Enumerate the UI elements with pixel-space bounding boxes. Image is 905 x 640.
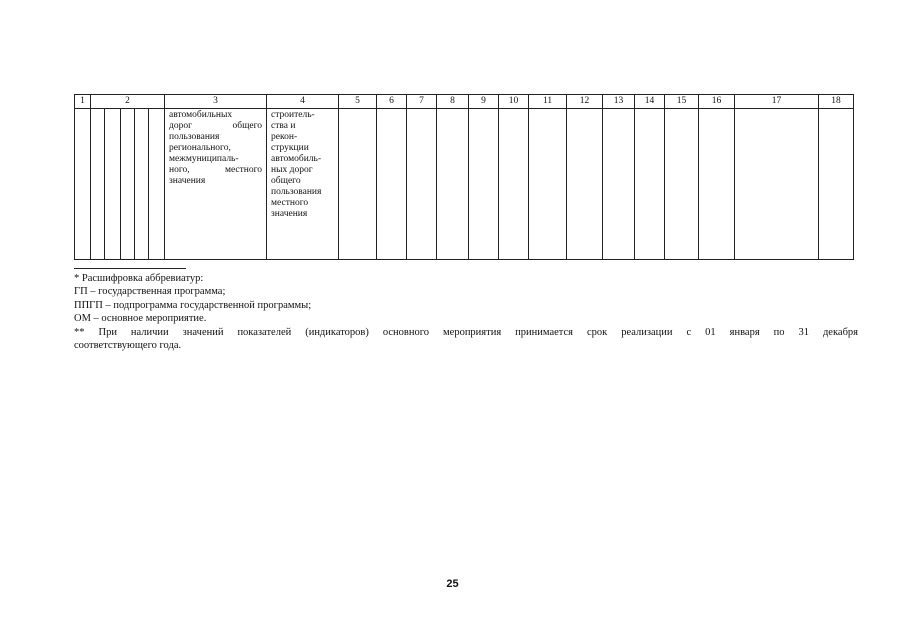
- body-cell-2c: [121, 109, 135, 260]
- col3-line-spread: [169, 165, 262, 176]
- body-cell-14: [635, 109, 665, 260]
- header-cell-15: 15: [665, 95, 699, 109]
- table-row: [75, 109, 854, 260]
- col3-line: пользования: [169, 132, 220, 142]
- header-cell-2: 2: [91, 95, 165, 109]
- header-cell-14: 14: [635, 95, 665, 109]
- body-cell-2b: [105, 109, 121, 260]
- col4-line: струкции: [271, 143, 309, 153]
- body-cell-15: [665, 109, 699, 260]
- col4-line: местного: [271, 198, 309, 208]
- footnote-om: ОМ – основное мероприятие.: [74, 313, 207, 325]
- body-cell-7: [407, 109, 437, 260]
- body-cell-12: [567, 109, 603, 260]
- body-cell-17: [735, 109, 819, 260]
- footnote-separator: [74, 268, 186, 269]
- col4-line: строитель-: [271, 110, 315, 120]
- body-cell-4: [267, 109, 339, 260]
- body-cell-11: [529, 109, 567, 260]
- footnote-gp: ГП – государственная программа;: [74, 286, 226, 298]
- body-cell-13: [603, 109, 635, 260]
- header-cell-8: 8: [437, 95, 469, 109]
- col4-line: ства и: [271, 121, 296, 131]
- col3-line: межмуниципаль-: [169, 154, 239, 164]
- header-cell-6: 6: [377, 95, 407, 109]
- col4-line: общего: [271, 176, 301, 186]
- body-cell-5: [339, 109, 377, 260]
- col3-line: автомобильных: [169, 110, 233, 120]
- header-row: [75, 95, 854, 109]
- col4-line: пользования: [271, 187, 322, 197]
- header-cell-9: 9: [469, 95, 499, 109]
- footnote-deadline-line-1: ** При наличии значений показателей (индикаторов) основного мероприятия принимается срок реализации с 01 января по 31 декабря: [74, 326, 858, 338]
- header-cell-12: 12: [567, 95, 603, 109]
- header-cell-13: 13: [603, 95, 635, 109]
- header-cell-11: 11: [529, 95, 567, 109]
- body-cell-3: [165, 109, 267, 260]
- body-cell-2e: [149, 109, 165, 260]
- col3-word: местного: [224, 165, 263, 175]
- indicator-table: [74, 94, 854, 260]
- body-cell-8: [437, 109, 469, 260]
- col4-line: автомобиль-: [271, 154, 322, 164]
- footnote-abbreviations-heading: * Расшифровка аббревиатур:: [74, 273, 204, 284]
- col3-line-spread: [169, 121, 262, 132]
- footnotes: [74, 272, 858, 352]
- col4-line: значения: [271, 209, 308, 219]
- header-cell-4: 4: [267, 95, 339, 109]
- body-cell-6: [377, 109, 407, 260]
- col3-line: регионального,: [169, 143, 231, 153]
- body-cell-2d: [135, 109, 149, 260]
- col3-word: общего: [232, 121, 263, 131]
- header-cell-1: 1: [75, 95, 91, 109]
- body-cell-16: [699, 109, 735, 260]
- footnote-deadline-line-2: соответствующего года.: [74, 340, 182, 352]
- col3-line: значения: [169, 176, 206, 186]
- col4-line: ных дорог: [271, 165, 313, 175]
- col3-word: ного,: [169, 165, 190, 175]
- body-cell-2a: [91, 109, 105, 260]
- header-cell-5: 5: [339, 95, 377, 109]
- header-cell-16: 16: [699, 95, 735, 109]
- header-cell-17: 17: [735, 95, 819, 109]
- col3-word: дорог: [169, 121, 193, 131]
- header-cell-18: 18: [819, 95, 854, 109]
- footnote-ppgp: ППГП – подпрограмма государственной программы;: [74, 299, 312, 311]
- body-cell-18: [819, 109, 854, 260]
- body-cell-10: [499, 109, 529, 260]
- body-cell-9: [469, 109, 499, 260]
- header-cell-7: 7: [407, 95, 437, 109]
- body-cell-1: [75, 109, 91, 260]
- page-number: 25: [446, 578, 459, 590]
- col4-line: рекон-: [271, 132, 298, 142]
- header-cell-10: 10: [499, 95, 529, 109]
- header-cell-3: 3: [165, 95, 267, 109]
